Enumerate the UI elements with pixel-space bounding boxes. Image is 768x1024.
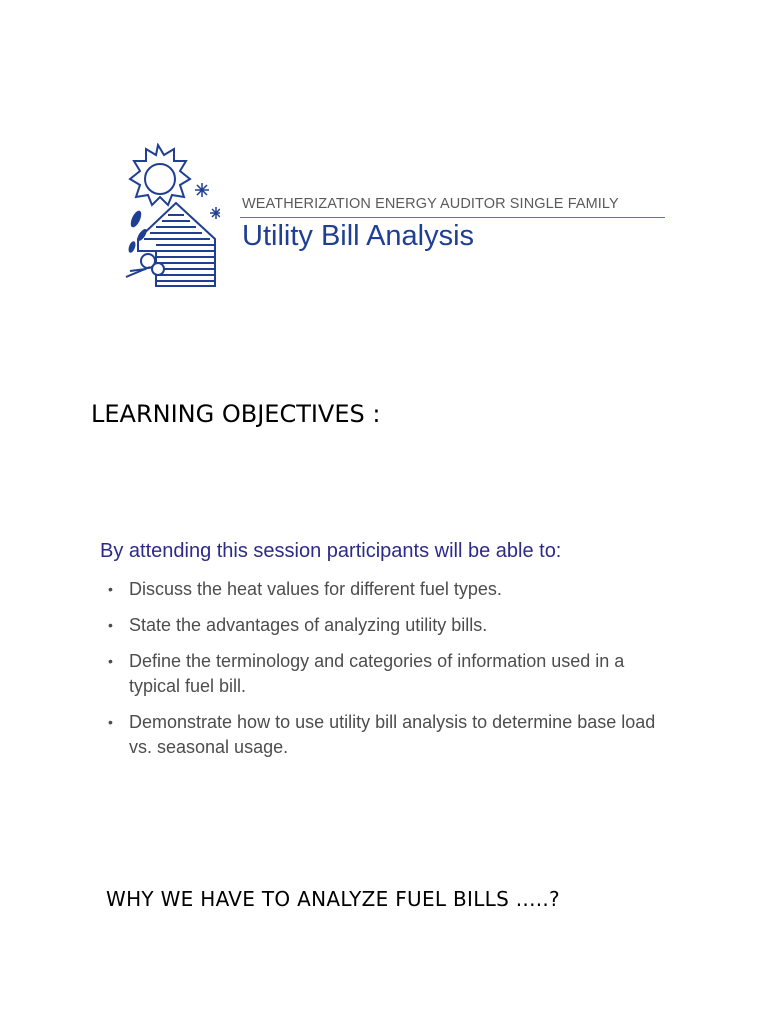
objective-text: Define the terminology and categories of information used in a typical fuel bill. bbox=[129, 651, 625, 696]
header-subtitle: WEATHERIZATION ENERGY AUDITOR SINGLE FAMILY bbox=[242, 196, 619, 212]
objective-item bbox=[106, 649, 666, 699]
bullet-icon: • bbox=[108, 617, 113, 633]
objective-text: Demonstrate how to use utility bill analysis to determine base load vs. seasonal usage. bbox=[129, 712, 656, 757]
objectives-lead-text: By attending this session participants will be able to: bbox=[100, 540, 562, 562]
bullet-icon: • bbox=[108, 581, 113, 597]
header-divider bbox=[240, 217, 665, 218]
objective-item bbox=[106, 710, 666, 760]
question-heading: WHY WE HAVE TO ANALYZE FUEL BILLS .....? bbox=[106, 887, 560, 911]
objective-item bbox=[106, 613, 666, 638]
objective-item bbox=[106, 577, 666, 602]
bullet-icon: • bbox=[108, 714, 113, 730]
objective-text: State the advantages of analyzing utility bills. bbox=[129, 615, 488, 635]
weatherization-house-sun-icon bbox=[120, 143, 220, 291]
learning-objectives-heading: LEARNING OBJECTIVES : bbox=[91, 400, 381, 428]
objectives-list bbox=[106, 577, 666, 771]
objective-text: Discuss the heat values for different fuel types. bbox=[129, 579, 502, 599]
bullet-icon: • bbox=[108, 653, 113, 669]
page-title: Utility Bill Analysis bbox=[242, 220, 475, 252]
